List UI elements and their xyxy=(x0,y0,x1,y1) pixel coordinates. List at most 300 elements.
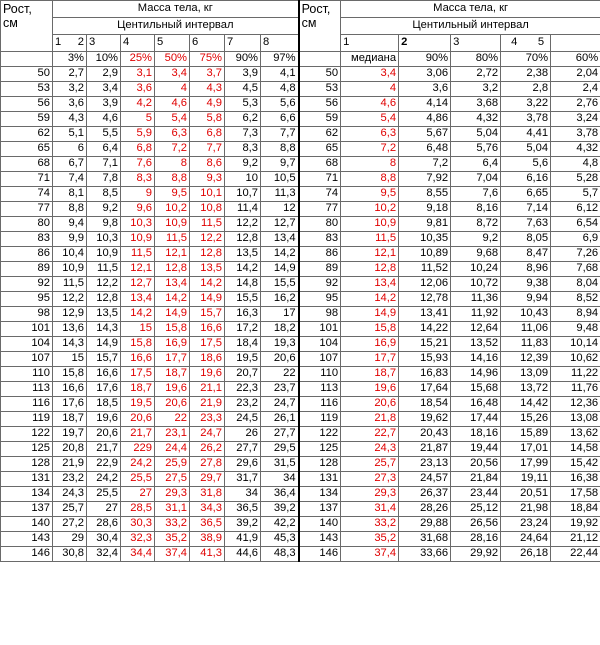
mass-cell-left: 229 xyxy=(121,442,155,457)
mass-cell-right: 18,84 xyxy=(551,502,600,517)
mass-cell-left: 5 xyxy=(121,112,155,127)
mass-cell-left: 14,2 xyxy=(225,262,261,277)
interval-number-right-3: 3 xyxy=(451,35,501,52)
table-row xyxy=(1,532,600,547)
height-cell-left: 71 xyxy=(1,172,53,187)
mass-cell-right: 3,2 xyxy=(451,82,501,97)
mass-cell-right: 5,28 xyxy=(551,172,600,187)
mass-cell-left: 12,9 xyxy=(53,307,87,322)
mass-cell-left: 32,4 xyxy=(87,547,121,562)
mass-cell-left: 9,5 xyxy=(155,187,190,202)
mass-cell-left: 9,2 xyxy=(225,157,261,172)
height-cell-left: 134 xyxy=(1,487,53,502)
mass-cell-right: 19,11 xyxy=(501,472,551,487)
mass-cell-left: 24,5 xyxy=(225,412,261,427)
mass-cell-left: 11,5 xyxy=(155,232,190,247)
table-row xyxy=(1,382,600,397)
mass-cell-left: 23,1 xyxy=(155,427,190,442)
mass-cell-right: 14,58 xyxy=(551,442,600,457)
mass-cell-left: 9 xyxy=(121,187,155,202)
table-row xyxy=(1,442,600,457)
height-cell-right: 74 xyxy=(299,187,341,202)
mass-cell-left: 14,9 xyxy=(261,262,299,277)
mass-cell-left: 13,6 xyxy=(53,322,87,337)
mass-cell-right: 4,32 xyxy=(551,142,600,157)
mass-cell-left: 29,5 xyxy=(261,442,299,457)
mass-cell-left: 10,5 xyxy=(261,172,299,187)
mass-cell-right: 5,76 xyxy=(451,142,501,157)
mass-cell-left: 9,8 xyxy=(87,217,121,232)
mass-cell-right: 15,89 xyxy=(501,427,551,442)
median-cell: 6,3 xyxy=(341,127,399,142)
median-cell: 14,9 xyxy=(341,307,399,322)
height-spacer-left xyxy=(1,52,53,67)
percentile-row xyxy=(1,52,600,67)
mass-cell-left: 4,1 xyxy=(261,67,299,82)
mass-cell-right: 6,16 xyxy=(501,172,551,187)
height-cell-left: 59 xyxy=(1,112,53,127)
mass-cell-right: 20,56 xyxy=(451,457,501,472)
mass-cell-left: 35,2 xyxy=(155,532,190,547)
height-cell-left: 56 xyxy=(1,97,53,112)
table-row xyxy=(1,67,600,82)
mass-cell-right: 7,2 xyxy=(399,157,451,172)
mass-cell-left: 34 xyxy=(225,487,261,502)
mass-cell-left: 17,7 xyxy=(155,352,190,367)
mass-cell-right: 16,83 xyxy=(399,367,451,382)
median-cell: 9,5 xyxy=(341,187,399,202)
mass-cell-left: 11,5 xyxy=(121,247,155,262)
table-row xyxy=(1,172,600,187)
mass-cell-left: 45,3 xyxy=(261,532,299,547)
mass-cell-right: 3,78 xyxy=(501,112,551,127)
height-cell-right: 125 xyxy=(299,442,341,457)
mass-cell-left: 25,7 xyxy=(53,502,87,517)
table-row xyxy=(1,397,600,412)
mass-cell-left: 4,8 xyxy=(261,82,299,97)
height-cell-right: 77 xyxy=(299,202,341,217)
median-cell: 12,1 xyxy=(341,247,399,262)
height-cell-right: 122 xyxy=(299,427,341,442)
height-cell-left: 74 xyxy=(1,187,53,202)
mass-cell-left: 7,3 xyxy=(225,127,261,142)
mass-cell-left: 41,9 xyxy=(225,532,261,547)
height-cell-left: 95 xyxy=(1,292,53,307)
table-row xyxy=(1,277,600,292)
mass-cell-left: 12,8 xyxy=(225,232,261,247)
mass-cell-left: 16,6 xyxy=(87,367,121,382)
mass-cell-left: 3,4 xyxy=(87,82,121,97)
interval-numbers-right-4-5: 4 5 xyxy=(501,35,551,52)
mass-cell-right: 19,92 xyxy=(551,517,600,532)
height-cell-right: 140 xyxy=(299,517,341,532)
height-cell-left: 131 xyxy=(1,472,53,487)
mass-cell-right: 4,8 xyxy=(551,157,600,172)
mass-cell-left: 14,9 xyxy=(190,292,225,307)
mass-cell-right: 8,94 xyxy=(551,307,600,322)
mass-cell-left: 16,3 xyxy=(225,307,261,322)
mass-cell-left: 22,9 xyxy=(87,457,121,472)
mass-cell-left: 12,1 xyxy=(155,247,190,262)
median-cell: 12,8 xyxy=(341,262,399,277)
mass-cell-left: 14,3 xyxy=(53,337,87,352)
median-cell: 4,6 xyxy=(341,97,399,112)
mass-cell-left: 18,6 xyxy=(190,352,225,367)
table-row xyxy=(1,262,600,277)
mass-cell-right: 3,68 xyxy=(451,97,501,112)
table-row xyxy=(1,472,600,487)
median-cell: 11,5 xyxy=(341,232,399,247)
table-row xyxy=(1,202,600,217)
mass-cell-left: 38,9 xyxy=(190,532,225,547)
mass-cell-left: 12,8 xyxy=(155,262,190,277)
mass-cell-left: 10,4 xyxy=(53,247,87,262)
mass-cell-right: 8,72 xyxy=(451,217,501,232)
table-row xyxy=(1,292,600,307)
height-cell-right: 116 xyxy=(299,397,341,412)
mass-cell-left: 48,3 xyxy=(261,547,299,562)
mass-cell-left: 31,8 xyxy=(190,487,225,502)
percentile-right-80: 80% xyxy=(451,52,501,67)
mass-cell-left: 5,6 xyxy=(261,97,299,112)
median-cell: 33,2 xyxy=(341,517,399,532)
mass-cell-left: 30,8 xyxy=(53,547,87,562)
mass-cell-left: 13,5 xyxy=(225,247,261,262)
mass-cell-left: 16,9 xyxy=(155,337,190,352)
mass-cell-left: 19,5 xyxy=(225,352,261,367)
mass-cell-right: 7,92 xyxy=(399,172,451,187)
mass-cell-left: 26,2 xyxy=(190,442,225,457)
table-row xyxy=(1,142,600,157)
height-cell-left: 53 xyxy=(1,82,53,97)
mass-cell-right: 8,04 xyxy=(551,277,600,292)
mass-cell-left: 16,6 xyxy=(53,382,87,397)
mass-cell-right: 6,48 xyxy=(399,142,451,157)
mass-cell-right: 13,72 xyxy=(501,382,551,397)
percentile-right-60: 60% xyxy=(551,52,600,67)
mass-cell-left: 17 xyxy=(261,307,299,322)
mass-cell-left: 5,9 xyxy=(121,127,155,142)
mass-cell-left: 36,4 xyxy=(261,487,299,502)
mass-cell-left: 37,4 xyxy=(155,547,190,562)
height-cell-left: 116 xyxy=(1,397,53,412)
mass-cell-left: 8,8 xyxy=(155,172,190,187)
mass-cell-right: 19,62 xyxy=(399,412,451,427)
mass-cell-left: 12,7 xyxy=(121,277,155,292)
mass-cell-left: 6,6 xyxy=(261,112,299,127)
mass-cell-right: 18,16 xyxy=(451,427,501,442)
mass-cell-left: 19,6 xyxy=(87,412,121,427)
mass-cell-left: 10,8 xyxy=(190,202,225,217)
mass-cell-left: 19,6 xyxy=(190,367,225,382)
mass-cell-left: 17,6 xyxy=(87,382,121,397)
height-cell-left: 140 xyxy=(1,517,53,532)
mass-cell-right: 7,63 xyxy=(501,217,551,232)
mass-cell-left: 23,7 xyxy=(261,382,299,397)
table-row xyxy=(1,517,600,532)
mass-cell-left: 4,6 xyxy=(155,97,190,112)
height-cell-left: 101 xyxy=(1,322,53,337)
mass-cell-left: 28,6 xyxy=(87,517,121,532)
interval-title-right: Центильный интервал xyxy=(341,18,600,35)
mass-cell-right: 3,06 xyxy=(399,67,451,82)
height-cell-right: 68 xyxy=(299,157,341,172)
median-label: медиана xyxy=(341,52,399,67)
mass-cell-left: 27,5 xyxy=(155,472,190,487)
mass-cell-right: 15,68 xyxy=(451,382,501,397)
mass-cell-left: 6,8 xyxy=(190,127,225,142)
mass-cell-right: 10,43 xyxy=(501,307,551,322)
mass-cell-left: 9,7 xyxy=(261,157,299,172)
mass-cell-left: 24,2 xyxy=(121,457,155,472)
mass-cell-left: 3,2 xyxy=(53,82,87,97)
mass-cell-left: 29,6 xyxy=(225,457,261,472)
table-row xyxy=(1,457,600,472)
mass-cell-left: 10,9 xyxy=(53,262,87,277)
mass-cell-left: 6,2 xyxy=(225,112,261,127)
mass-cell-left: 11,5 xyxy=(87,262,121,277)
mass-cell-left: 7,4 xyxy=(53,172,87,187)
height-cell-right: 53 xyxy=(299,82,341,97)
table-row xyxy=(1,307,600,322)
mass-cell-left: 11,5 xyxy=(190,217,225,232)
mass-cell-right: 14,96 xyxy=(451,367,501,382)
mass-cell-right: 6,54 xyxy=(551,217,600,232)
mass-cell-left: 12,2 xyxy=(53,292,87,307)
mass-cell-left: 22 xyxy=(155,412,190,427)
mass-cell-left: 11,5 xyxy=(53,277,87,292)
mass-cell-left: 5,5 xyxy=(87,127,121,142)
mass-cell-left: 42,2 xyxy=(261,517,299,532)
mass-cell-left: 15 xyxy=(121,322,155,337)
table-row xyxy=(1,127,600,142)
median-cell: 3,4 xyxy=(341,67,399,82)
mass-cell-left: 20,7 xyxy=(225,367,261,382)
mass-cell-right: 5,67 xyxy=(399,127,451,142)
mass-cell-right: 17,64 xyxy=(399,382,451,397)
median-cell: 5,4 xyxy=(341,112,399,127)
mass-cell-right: 9,48 xyxy=(551,322,600,337)
mass-cell-right: 9,81 xyxy=(399,217,451,232)
mass-cell-left: 8,5 xyxy=(87,187,121,202)
mass-cell-right: 22,44 xyxy=(551,547,600,562)
interval-number-right-1: 1 xyxy=(341,35,399,52)
mass-cell-left: 16,2 xyxy=(261,292,299,307)
mass-cell-right: 7,04 xyxy=(451,172,501,187)
mass-cell-left: 8,6 xyxy=(190,157,225,172)
mass-cell-left: 13,5 xyxy=(87,307,121,322)
mass-cell-left: 15,7 xyxy=(190,307,225,322)
mass-cell-right: 12,78 xyxy=(399,292,451,307)
table-row xyxy=(1,247,600,262)
table-row xyxy=(1,217,600,232)
mass-cell-left: 9,6 xyxy=(121,202,155,217)
mass-cell-right: 6,4 xyxy=(451,157,501,172)
mass-cell-left: 14,2 xyxy=(190,277,225,292)
mass-cell-left: 18,4 xyxy=(225,337,261,352)
mass-cell-left: 16,6 xyxy=(121,352,155,367)
median-cell: 10,9 xyxy=(341,217,399,232)
mass-cell-left: 12,2 xyxy=(87,277,121,292)
mass-cell-left: 14,9 xyxy=(87,337,121,352)
mass-cell-right: 4,14 xyxy=(399,97,451,112)
mass-cell-right: 3,22 xyxy=(501,97,551,112)
mass-cell-left: 27,7 xyxy=(225,442,261,457)
mass-cell-left: 33,2 xyxy=(155,517,190,532)
mass-cell-right: 3,24 xyxy=(551,112,600,127)
height-cell-left: 107 xyxy=(1,352,53,367)
interval-number-left-3: 3 xyxy=(87,35,121,52)
mass-cell-left: 28,5 xyxy=(121,502,155,517)
mass-cell-left: 3,6 xyxy=(121,82,155,97)
mass-cell-left: 39,2 xyxy=(225,517,261,532)
table-row xyxy=(1,97,600,112)
mass-cell-left: 13,4 xyxy=(155,277,190,292)
table-row xyxy=(1,487,600,502)
mass-cell-left: 2,7 xyxy=(53,67,87,82)
mass-cell-right: 15,21 xyxy=(399,337,451,352)
percentile-left-97: 97% xyxy=(261,52,299,67)
mass-cell-left: 8 xyxy=(155,157,190,172)
height-cell-left: 113 xyxy=(1,382,53,397)
mass-cell-left: 3,9 xyxy=(87,97,121,112)
median-cell: 15,8 xyxy=(341,322,399,337)
percentile-left-25: 25% xyxy=(121,52,155,67)
mass-cell-left: 29,7 xyxy=(190,472,225,487)
mass-cell-right: 8,52 xyxy=(551,292,600,307)
height-spacer-right xyxy=(299,52,341,67)
mass-cell-left: 13,4 xyxy=(121,292,155,307)
height-cell-right: 143 xyxy=(299,532,341,547)
median-cell: 37,4 xyxy=(341,547,399,562)
median-cell: 8,8 xyxy=(341,172,399,187)
mass-cell-left: 19,3 xyxy=(261,337,299,352)
mass-cell-right: 17,01 xyxy=(501,442,551,457)
height-cell-left: 143 xyxy=(1,532,53,547)
mass-cell-right: 8,16 xyxy=(451,202,501,217)
mass-cell-left: 15 xyxy=(53,352,87,367)
mass-cell-left: 10,7 xyxy=(225,187,261,202)
mass-cell-left: 8,3 xyxy=(225,142,261,157)
mass-cell-right: 10,62 xyxy=(551,352,600,367)
table-row xyxy=(1,322,600,337)
height-cell-left: 137 xyxy=(1,502,53,517)
mass-cell-left: 18,7 xyxy=(53,412,87,427)
mass-cell-left: 12,8 xyxy=(190,247,225,262)
mass-cell-right: 7,6 xyxy=(451,187,501,202)
mass-cell-left: 6,7 xyxy=(53,157,87,172)
interval-number-left-7: 7 xyxy=(225,35,261,52)
height-cell-left: 86 xyxy=(1,247,53,262)
height-cell-right: 113 xyxy=(299,382,341,397)
mass-cell-right: 29,92 xyxy=(451,547,501,562)
mass-cell-left: 23,2 xyxy=(225,397,261,412)
median-cell: 21,8 xyxy=(341,412,399,427)
height-cell-left: 119 xyxy=(1,412,53,427)
mass-cell-right: 9,94 xyxy=(501,292,551,307)
mass-cell-left: 5,4 xyxy=(155,112,190,127)
mass-cell-right: 13,41 xyxy=(399,307,451,322)
height-cell-right: 59 xyxy=(299,112,341,127)
table-row xyxy=(1,157,600,172)
height-cell-left: 80 xyxy=(1,217,53,232)
percentile-left-50: 50% xyxy=(155,52,190,67)
height-cell-left: 50 xyxy=(1,67,53,82)
table-row xyxy=(1,547,600,562)
height-cell-right: 98 xyxy=(299,307,341,322)
table-row xyxy=(1,337,600,352)
mass-cell-left: 20,6 xyxy=(87,427,121,442)
mass-cell-right: 11,76 xyxy=(551,382,600,397)
mass-cell-right: 14,42 xyxy=(501,397,551,412)
table-row xyxy=(1,352,600,367)
mass-cell-left: 19,6 xyxy=(155,382,190,397)
mass-cell-left: 31,7 xyxy=(225,472,261,487)
height-cell-left: 92 xyxy=(1,277,53,292)
mass-cell-left: 21,9 xyxy=(53,457,87,472)
mass-cell-left: 3,9 xyxy=(225,67,261,82)
mass-cell-left: 15,5 xyxy=(261,277,299,292)
mass-cell-left: 9,2 xyxy=(87,202,121,217)
mass-cell-left: 27 xyxy=(121,487,155,502)
mass-cell-right: 26,56 xyxy=(451,517,501,532)
mass-cell-left: 14,8 xyxy=(225,277,261,292)
mass-cell-left: 7,7 xyxy=(261,127,299,142)
mass-cell-left: 3,4 xyxy=(155,67,190,82)
mass-cell-left: 34,3 xyxy=(190,502,225,517)
mass-cell-left: 9,3 xyxy=(190,172,225,187)
mass-cell-right: 28,16 xyxy=(451,532,501,547)
mass-cell-left: 10,9 xyxy=(87,247,121,262)
height-cell-right: 83 xyxy=(299,232,341,247)
mass-cell-right: 31,68 xyxy=(399,532,451,547)
mass-cell-right: 8,05 xyxy=(501,232,551,247)
mass-cell-left: 29 xyxy=(53,532,87,547)
mass-title-left: Масса тела, кг xyxy=(53,1,299,18)
height-cell-right: 107 xyxy=(299,352,341,367)
mass-cell-left: 24,2 xyxy=(87,472,121,487)
mass-cell-left: 17,2 xyxy=(225,322,261,337)
percentile-right-70: 70% xyxy=(501,52,551,67)
mass-cell-left: 36,5 xyxy=(225,502,261,517)
mass-cell-right: 6,9 xyxy=(551,232,600,247)
height-cell-left: 122 xyxy=(1,427,53,442)
height-cell-left: 104 xyxy=(1,337,53,352)
table-row xyxy=(1,82,600,97)
median-cell: 14,2 xyxy=(341,292,399,307)
mass-cell-right: 20,43 xyxy=(399,427,451,442)
percentile-left-90: 90% xyxy=(225,52,261,67)
mass-cell-right: 13,08 xyxy=(551,412,600,427)
mass-cell-left: 6 xyxy=(53,142,87,157)
median-cell: 16,9 xyxy=(341,337,399,352)
mass-cell-left: 6,3 xyxy=(155,127,190,142)
mass-cell-left: 17,5 xyxy=(121,367,155,382)
mass-cell-left: 29,3 xyxy=(155,487,190,502)
mass-cell-left: 39,2 xyxy=(261,502,299,517)
mass-cell-right: 21,84 xyxy=(451,472,501,487)
mass-cell-left: 21,7 xyxy=(121,427,155,442)
height-cell-right: 137 xyxy=(299,502,341,517)
mass-cell-right: 17,44 xyxy=(451,412,501,427)
median-cell: 20,6 xyxy=(341,397,399,412)
mass-cell-left: 20,6 xyxy=(121,412,155,427)
mass-cell-right: 4,32 xyxy=(451,112,501,127)
mass-cell-right: 9,2 xyxy=(451,232,501,247)
mass-cell-right: 15,93 xyxy=(399,352,451,367)
mass-cell-left: 23,2 xyxy=(53,472,87,487)
mass-cell-left: 24,3 xyxy=(53,487,87,502)
